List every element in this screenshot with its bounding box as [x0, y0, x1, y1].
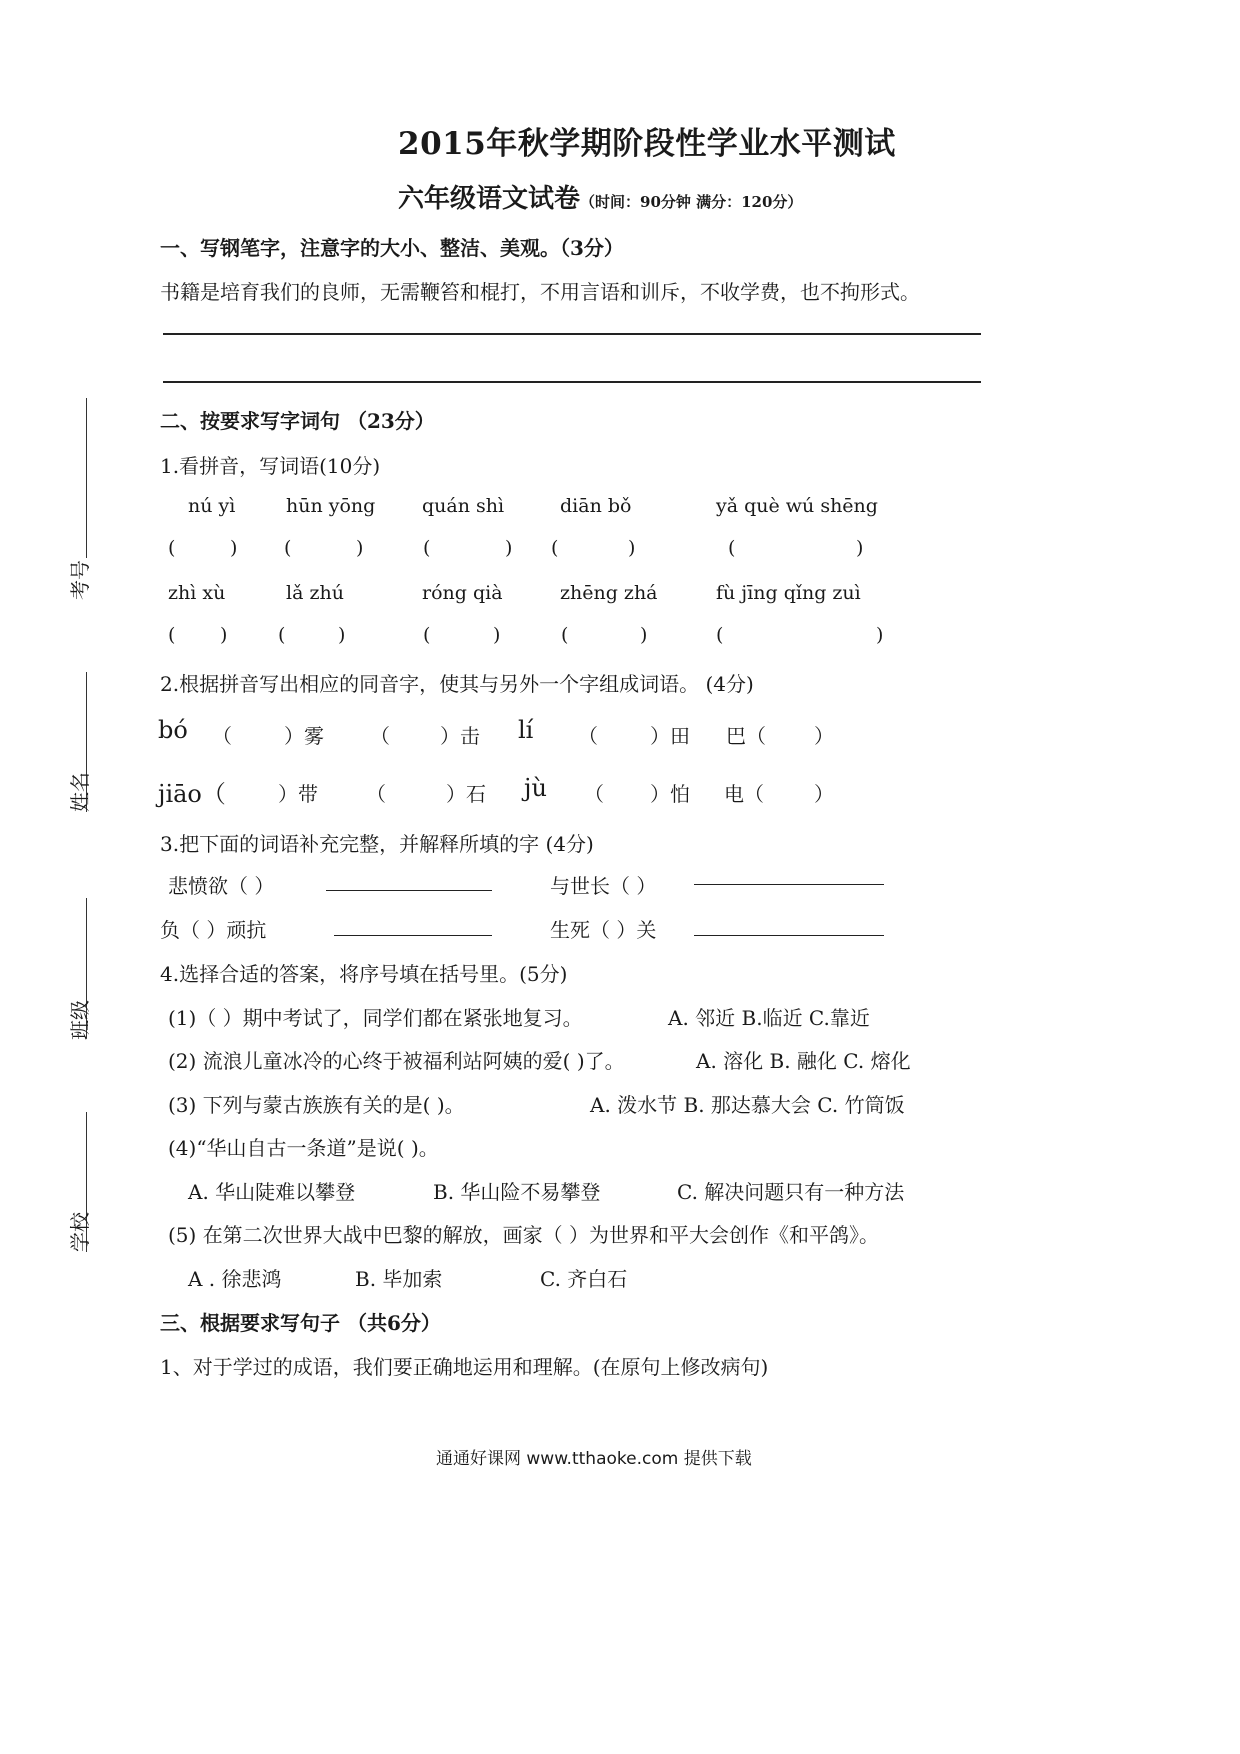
answer-paren-close: ) [628, 537, 636, 559]
q4-option: C. 齐白石 [540, 1267, 628, 1291]
pinyin-item: hūn yōng [286, 495, 376, 517]
q2-paren-open: （ [578, 724, 598, 748]
side-label-name: 姓名 [68, 772, 92, 812]
q3-item: 悲愤欲（ ） [168, 874, 275, 898]
q2-paren-open: （ [366, 782, 386, 806]
q2-word: ）田 [650, 724, 690, 748]
answer-paren-open: ( [728, 537, 736, 559]
q2-paren-open: （ [584, 782, 604, 806]
q4-label: 4.选择合适的答案，将序号填在括号里。(5分) [160, 962, 568, 986]
pinyin-item: zhì xù [168, 582, 226, 604]
side-label-kaohao: 考号 [68, 560, 92, 600]
answer-paren-close: ) [856, 537, 864, 559]
pinyin-item: zhēng zhá [560, 582, 658, 604]
q2-word: ）雾 [284, 724, 324, 748]
writing-line-1 [163, 333, 981, 335]
answer-paren-close: ) [220, 624, 228, 646]
q4-option: C. 解决问题只有一种方法 [677, 1180, 905, 1204]
answer-paren-close: ) [338, 624, 346, 646]
q2-paren-open: （ [370, 724, 390, 748]
answer-paren-open: ( [551, 537, 559, 559]
q4-option: A. 华山陡难以攀登 [188, 1180, 356, 1204]
q4-sentence: (5) 在第二次世界大战中巴黎的解放，画家（ ）为世界和平大会创作《和平鸽》。 [168, 1223, 880, 1247]
q2-paren-close: ） [814, 782, 834, 806]
side-label-class: 班级 [68, 1000, 92, 1040]
answer-paren-open: ( [168, 624, 176, 646]
answer-paren-open: ( [423, 537, 431, 559]
q4-sentence: (4)“华山自古一条道”是说( )。 [168, 1136, 439, 1160]
q1-label: 1.看拼音，写词语(10分) [160, 454, 381, 478]
q2-paren-open: （ [212, 724, 232, 748]
answer-paren-close: ) [356, 537, 364, 559]
answer-paren-open: ( [561, 624, 569, 646]
q4-sentence: (3) 下列与蒙古族族有关的是( )。 [168, 1093, 465, 1117]
section1-heading: 一、写钢笔字，注意字的大小、整洁、美观。（3分） [160, 236, 624, 260]
q3-label: 3.把下面的词语补充完整，并解释所填的字 (4分) [160, 832, 594, 856]
subtitle-note: （时间：90分钟 满分：120分） [580, 193, 803, 211]
answer-paren-open: ( [284, 537, 292, 559]
q2-paren-close: ） [814, 724, 834, 748]
answer-paren-close: ) [230, 537, 238, 559]
pinyin-item: nú yì [188, 495, 236, 517]
subtitle-text: 六年级语文试卷 [398, 184, 581, 214]
footer-credit: 通通好课网 www.tthaoke.com 提供下载 [436, 1449, 752, 1469]
pinyin-item: róng qià [422, 582, 503, 604]
q4-sentence: (1)（ ）期中考试了，同学们都在紧张地复习。 [168, 1006, 583, 1030]
pinyin-item: diān bǒ [560, 495, 632, 517]
side-line-kaohao [86, 398, 87, 558]
exam-subtitle [398, 178, 802, 215]
q4-option: B. 华山险不易攀登 [433, 1180, 601, 1204]
answer-paren-close: ) [876, 624, 884, 646]
q4-sentence: (2) 流浪儿童冰冷的心终于被福利站阿姨的爱( )了。 [168, 1049, 625, 1073]
q2-word: 电（ [724, 782, 764, 806]
q3-item: 与世长（ ） [550, 874, 657, 898]
q4-options: A. 泼水节 B. 那达慕大会 C. 竹筒饭 [590, 1093, 905, 1117]
q2-word: ）击 [440, 724, 480, 748]
pinyin-item: lǎ zhú [286, 582, 344, 604]
q4-options: A. 邻近 B.临近 C.靠近 [668, 1006, 870, 1030]
q4-options: A. 溶化 B. 融化 C. 熔化 [696, 1049, 911, 1073]
q2-word: ）怕 [650, 782, 690, 806]
answer-paren-open: ( [278, 624, 286, 646]
q2-label: 2.根据拼音写出相应的同音字，使其与另外一个字组成词语。 (4分) [160, 672, 754, 696]
q3-answer-line [694, 884, 884, 885]
answer-paren-close: ) [505, 537, 513, 559]
q4-option: A . 徐悲鸿 [188, 1267, 282, 1291]
q2-pinyin: jiāo（ [158, 780, 226, 808]
q2-pinyin: jù [524, 774, 547, 802]
q3-answer-line [326, 890, 492, 891]
writing-line-2 [163, 381, 981, 383]
q3-item: 生死（ ）关 [550, 918, 657, 942]
q2-word: ）石 [446, 782, 486, 806]
q3-answer-line [334, 935, 492, 936]
q2-pinyin: bó [158, 716, 188, 744]
pinyin-item: fù jīng qǐng zuì [716, 582, 861, 604]
q4-option: B. 毕加索 [355, 1267, 443, 1291]
q3-answer-line [694, 935, 884, 936]
answer-paren-close: ) [493, 624, 501, 646]
q2-word: ）带 [278, 782, 318, 806]
q3-item: 负（ ）顽抗 [160, 918, 267, 942]
section1-text: 书籍是培育我们的良师，无需鞭笞和棍打，不用言语和训斥，不收学费，也不拘形式。 [160, 280, 920, 304]
exam-title: 2015年秋学期阶段性学业水平测试 [398, 126, 896, 162]
q2-pinyin: lí [518, 716, 534, 744]
answer-paren-open: ( [716, 624, 724, 646]
section3-heading: 三、根据要求写句子 （共6分） [160, 1311, 441, 1335]
section3-q1: 1、对于学过的成语，我们要正确地运用和理解。(在原句上修改病句) [160, 1355, 769, 1379]
q2-word: 巴（ [726, 724, 766, 748]
answer-paren-open: ( [423, 624, 431, 646]
pinyin-item: yǎ què wú shēng [716, 495, 878, 517]
pinyin-item: quán shì [422, 495, 505, 517]
side-label-school: 学校 [68, 1212, 92, 1252]
section2-heading: 二、按要求写字词句 （23分） [160, 409, 435, 433]
answer-paren-close: ) [640, 624, 648, 646]
answer-paren-open: ( [168, 537, 176, 559]
